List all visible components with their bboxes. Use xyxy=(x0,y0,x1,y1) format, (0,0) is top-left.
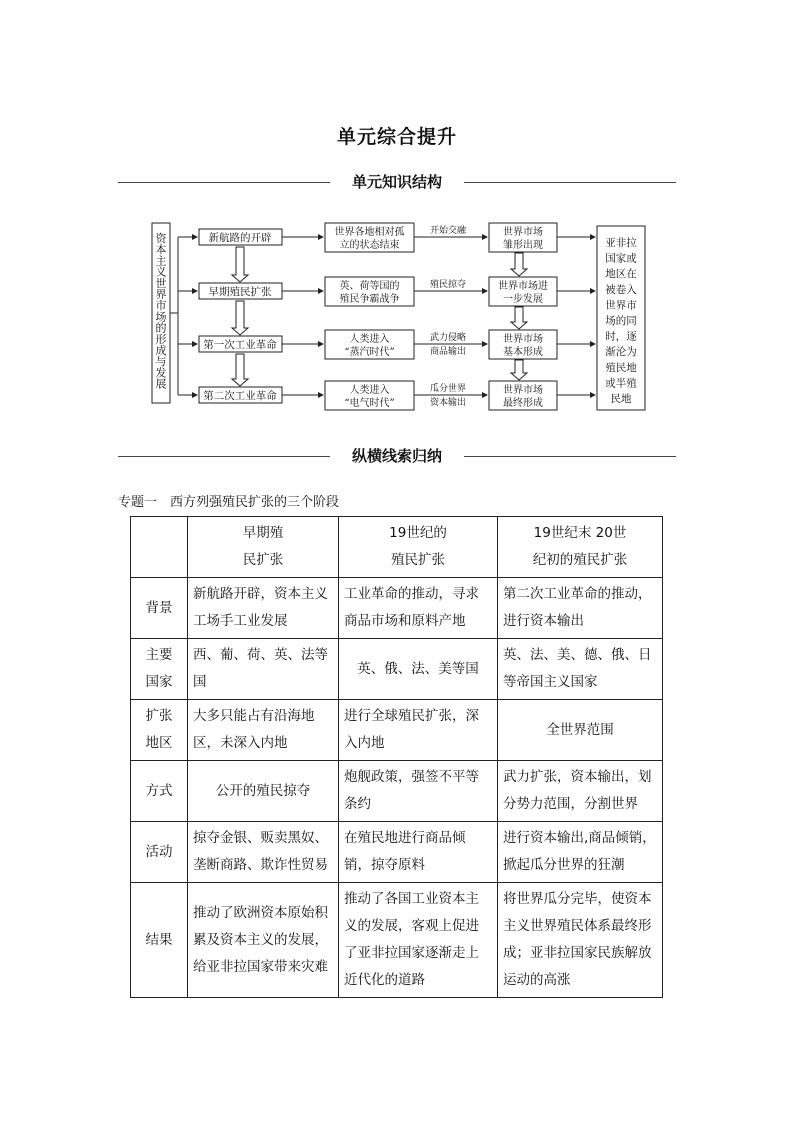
table-cell: 进行资本输出,商品倾销，掀起瓜分世界的狂潮 xyxy=(498,822,663,883)
left-label-char: 世 xyxy=(155,276,167,290)
divider-line xyxy=(464,456,676,457)
connector-label: 殖民掠夺 xyxy=(429,280,467,290)
table-row xyxy=(131,883,663,998)
table-row xyxy=(131,700,663,761)
table-cell: 进行全球殖民扩张，深入内地 xyxy=(339,700,498,761)
row-label-line: 背景 xyxy=(145,599,173,616)
event-label: 殖民争霸战争 xyxy=(339,294,400,305)
event-label: 人类进入 xyxy=(349,334,390,345)
table-cell: 公开的殖民掠夺 xyxy=(188,761,339,822)
table-cell: 推动了各国工业资本主义的发展，客观上促进了亚非拉国家逐渐走上近代化的道路 xyxy=(339,883,498,998)
row-label xyxy=(131,578,188,639)
table-cell: 推动了欧洲资本原始积累及资本主义的发展，给亚非拉国家带来灾难 xyxy=(188,883,339,998)
table-cell: 大多只能占有沿海地区，未深入内地 xyxy=(188,700,339,761)
table-cell: 全世界范围 xyxy=(498,700,663,761)
header-cell xyxy=(498,517,663,578)
left-label-char: 展 xyxy=(155,377,167,391)
left-label-char: 场 xyxy=(155,310,167,324)
section-heading-structure xyxy=(118,172,676,192)
table-cell: 工业革命的推动，寻求商品市场和原料产地 xyxy=(339,578,498,639)
table-cell: 西、葡、荷、英、法等国 xyxy=(188,639,339,700)
stage-label: 第二次工业革命 xyxy=(203,390,277,402)
header-line: 民扩张 xyxy=(242,552,284,568)
table-cell: 将世界瓜分完毕，使资本主义世界殖民体系最终形成；亚非拉国家民族解放运动的高涨 xyxy=(498,883,663,998)
left-label-char: 本 xyxy=(155,243,167,257)
row-label-line: 国家 xyxy=(145,674,173,690)
topic-title: 专题一 西方列强殖民扩张的三个阶段 xyxy=(118,495,340,510)
page-title: 单元综合提升 xyxy=(336,126,457,148)
market-label: 一步发展 xyxy=(503,294,543,305)
market-label: 世界市场 xyxy=(503,334,543,345)
result-text: 世界市 xyxy=(605,299,637,312)
arrow-head-icon xyxy=(482,234,488,240)
result-text: 国家或 xyxy=(605,252,637,265)
header-line: 纪初的殖民扩张 xyxy=(532,552,628,568)
arrow-head-icon xyxy=(192,341,198,347)
arrow-head-icon xyxy=(192,234,198,240)
knowledge-structure-diagram xyxy=(150,222,650,414)
left-label-char: 资 xyxy=(155,232,167,245)
result-text: 亚非拉 xyxy=(605,237,637,249)
row-label-line: 结果 xyxy=(145,931,173,948)
connector-label: 商品输出 xyxy=(429,347,467,357)
down-arrow-icon xyxy=(511,253,527,276)
down-arrow-icon xyxy=(511,307,527,329)
connector-label: 资本输出 xyxy=(429,398,467,408)
row-label-line: 方式 xyxy=(145,782,173,799)
arrow-head-icon xyxy=(482,341,488,347)
result-text: 民地 xyxy=(610,393,632,405)
row-label xyxy=(131,883,188,998)
section-title: 纵横线索归纳 xyxy=(351,447,442,465)
left-label-char: 市 xyxy=(155,299,167,313)
down-arrow-icon xyxy=(232,247,248,282)
header-line: 19世纪的 xyxy=(389,525,447,541)
header-corner xyxy=(131,517,188,578)
arrow-head-icon xyxy=(318,288,324,294)
header-line: 早期殖 xyxy=(242,525,284,541)
table-cell: 英、法、美、德、俄、日等帝国主义国家 xyxy=(498,639,663,700)
table-cell: 炮舰政策，强签不平等条约 xyxy=(339,761,498,822)
row-label xyxy=(131,761,188,822)
arrow-head-icon xyxy=(318,234,324,240)
table-row xyxy=(131,578,663,639)
result-text: 被卷入 xyxy=(605,283,637,296)
left-label-char: 主 xyxy=(155,254,167,268)
divider-line xyxy=(464,182,676,183)
left-label-char: 义 xyxy=(155,265,167,279)
left-label-char: 与 xyxy=(155,355,167,369)
down-arrow-icon xyxy=(232,301,248,335)
arrow-head-icon xyxy=(318,392,324,398)
market-label: 世界市场 xyxy=(503,227,543,238)
row-label xyxy=(131,700,188,761)
section-heading-clues xyxy=(118,446,676,466)
market-label: 世界市场 xyxy=(503,385,543,396)
connector-label: 武力侵略 xyxy=(429,333,467,343)
row-label xyxy=(131,822,188,883)
row-label xyxy=(131,639,188,700)
event-label: 人类进入 xyxy=(349,385,390,396)
table-row xyxy=(131,761,663,822)
table-cell: 武力扩张，资本输出，划分势力范围，分割世界 xyxy=(498,761,663,822)
event-label: 英、荷等国的 xyxy=(339,281,400,292)
table-cell: 第二次工业革命的推动，进行资本输出 xyxy=(498,578,663,639)
table-cell: 掠夺金银、贩卖黑奴、垄断商路、欺诈性贸易 xyxy=(188,822,339,883)
result-text: 殖民地 xyxy=(605,361,637,374)
result-text: 或半殖 xyxy=(605,377,637,390)
market-label: 雏形出现 xyxy=(503,240,543,251)
header-cell xyxy=(188,517,339,578)
left-label-char: 的 xyxy=(155,321,167,335)
left-label-char: 发 xyxy=(155,366,167,380)
table-row xyxy=(131,822,663,883)
row-label-line: 主要 xyxy=(145,647,173,663)
left-label-char: 形 xyxy=(155,332,167,346)
header-cell xyxy=(339,517,498,578)
arrow-head-icon xyxy=(590,392,596,398)
table-cell: 英、俄、法、美等国 xyxy=(339,639,498,700)
connector-label: 开始交融 xyxy=(429,226,467,236)
arrow-head-icon xyxy=(590,341,596,347)
event-label: 立的状态结束 xyxy=(339,240,400,251)
table-row xyxy=(131,639,663,700)
arrow-head-icon xyxy=(482,288,488,294)
down-arrow-icon xyxy=(511,360,527,380)
result-text: 场的同 xyxy=(605,315,637,327)
row-label-line: 地区 xyxy=(145,735,173,751)
table-cell: 新航路开辟，资本主义工场手工业发展 xyxy=(188,578,339,639)
table-header-row xyxy=(131,517,663,578)
row-label-line: 扩张 xyxy=(145,708,173,724)
header-line: 殖民扩张 xyxy=(391,552,445,568)
arrow-head-icon xyxy=(318,341,324,347)
left-label-char: 成 xyxy=(155,344,167,357)
table-cell: 在殖民地进行商品倾销，掠夺原料 xyxy=(339,822,498,883)
market-label: 世界市场进 xyxy=(498,281,548,292)
left-label-char: 界 xyxy=(155,288,167,301)
arrow-head-icon xyxy=(192,288,198,294)
connector-label: 瓜分世界 xyxy=(429,384,467,394)
section-title: 单元知识结构 xyxy=(351,173,442,191)
arrow-head-icon xyxy=(482,392,488,398)
event-label: “蒸汽时代” xyxy=(344,347,395,358)
event-label: “电气时代” xyxy=(344,398,395,409)
arrow-head-icon xyxy=(590,234,596,240)
arrow-head-icon xyxy=(192,392,198,398)
stage-label: 第一次工业革命 xyxy=(203,339,277,351)
market-label: 基本形成 xyxy=(503,347,543,358)
row-label-line: 活动 xyxy=(145,843,173,860)
stage-label: 早期殖民扩张 xyxy=(208,286,272,298)
market-label: 最终形成 xyxy=(503,398,543,409)
down-arrow-icon xyxy=(232,354,248,386)
stage-label: 新航路的开辟 xyxy=(208,232,272,244)
result-text: 渐沦为 xyxy=(605,346,637,359)
result-text: 地区在 xyxy=(605,268,637,281)
comparison-table xyxy=(130,516,663,998)
result-text: 时，逐 xyxy=(605,330,637,343)
arrow-head-icon xyxy=(590,288,596,294)
event-label: 世界各地相对孤 xyxy=(334,227,405,238)
header-line: 19世纪末 20世 xyxy=(533,525,627,541)
